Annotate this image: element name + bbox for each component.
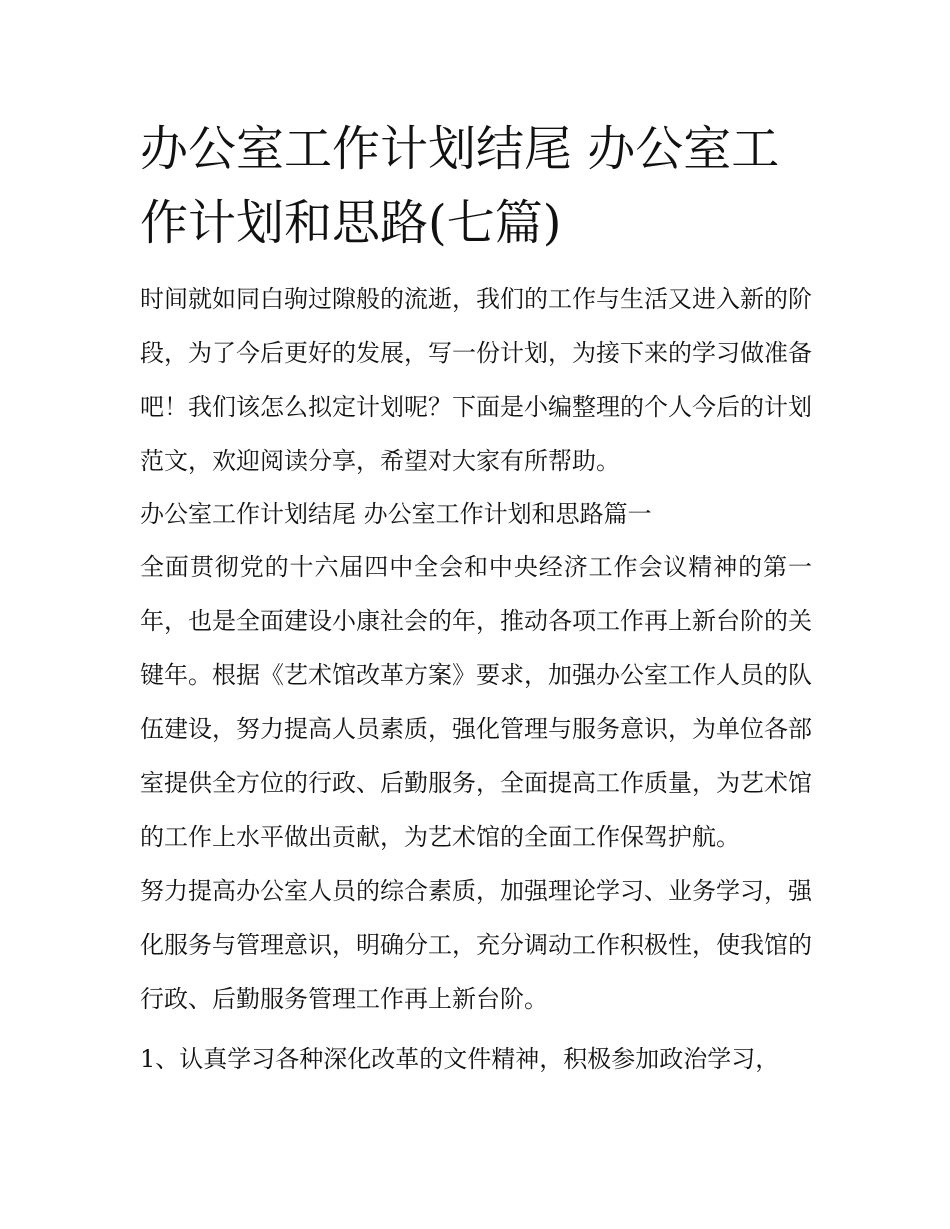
body-paragraph: 努力提高办公室人员的综合素质，加强理论学习、业务学习，强化服务与管理意识，明确分工，充分调动工作积极性，使我馆的行政、后勤服务管理工作再上新台阶。 xyxy=(140,877,812,1013)
document-content xyxy=(140,112,812,1086)
body-paragraph: 全面贯彻党的十六届四中全会和中央经济工作会议精神的第一年，也是全面建设小康社会的年，推动各项工作再上新台阶的关键年。根据《艺术馆改革方案》要求，加强办公室工作人员的队伍建设，努力提高人员素质，强化管理与服务意识，为单位各部室提供全方位的行政、后勤服务，全面提高工作质量，为艺术馆的工作上水平做出贡献，为艺术馆的全面工作保驾护航。 xyxy=(140,553,812,851)
section-heading: 办公室工作计划结尾 办公室工作计划和思路篇一 xyxy=(140,500,652,528)
document-title: 办公室工作计划结尾 办公室工作计划和思路(七篇) xyxy=(140,121,780,251)
document-body xyxy=(140,272,812,1086)
intro-paragraph: 时间就如同白驹过隙般的流逝，我们的工作与生活又进入新的阶段，为了今后更好的发展，写一份计划，为接下来的学习做准备吧！我们该怎么拟定计划呢？下面是小编整理的个人今后的计划范文，欢迎阅读分享，希望对大家有所帮助。 xyxy=(140,285,812,475)
list-item: 1、认真学习各种深化改革的文件精神，积极参加政治学习， xyxy=(140,1045,780,1073)
